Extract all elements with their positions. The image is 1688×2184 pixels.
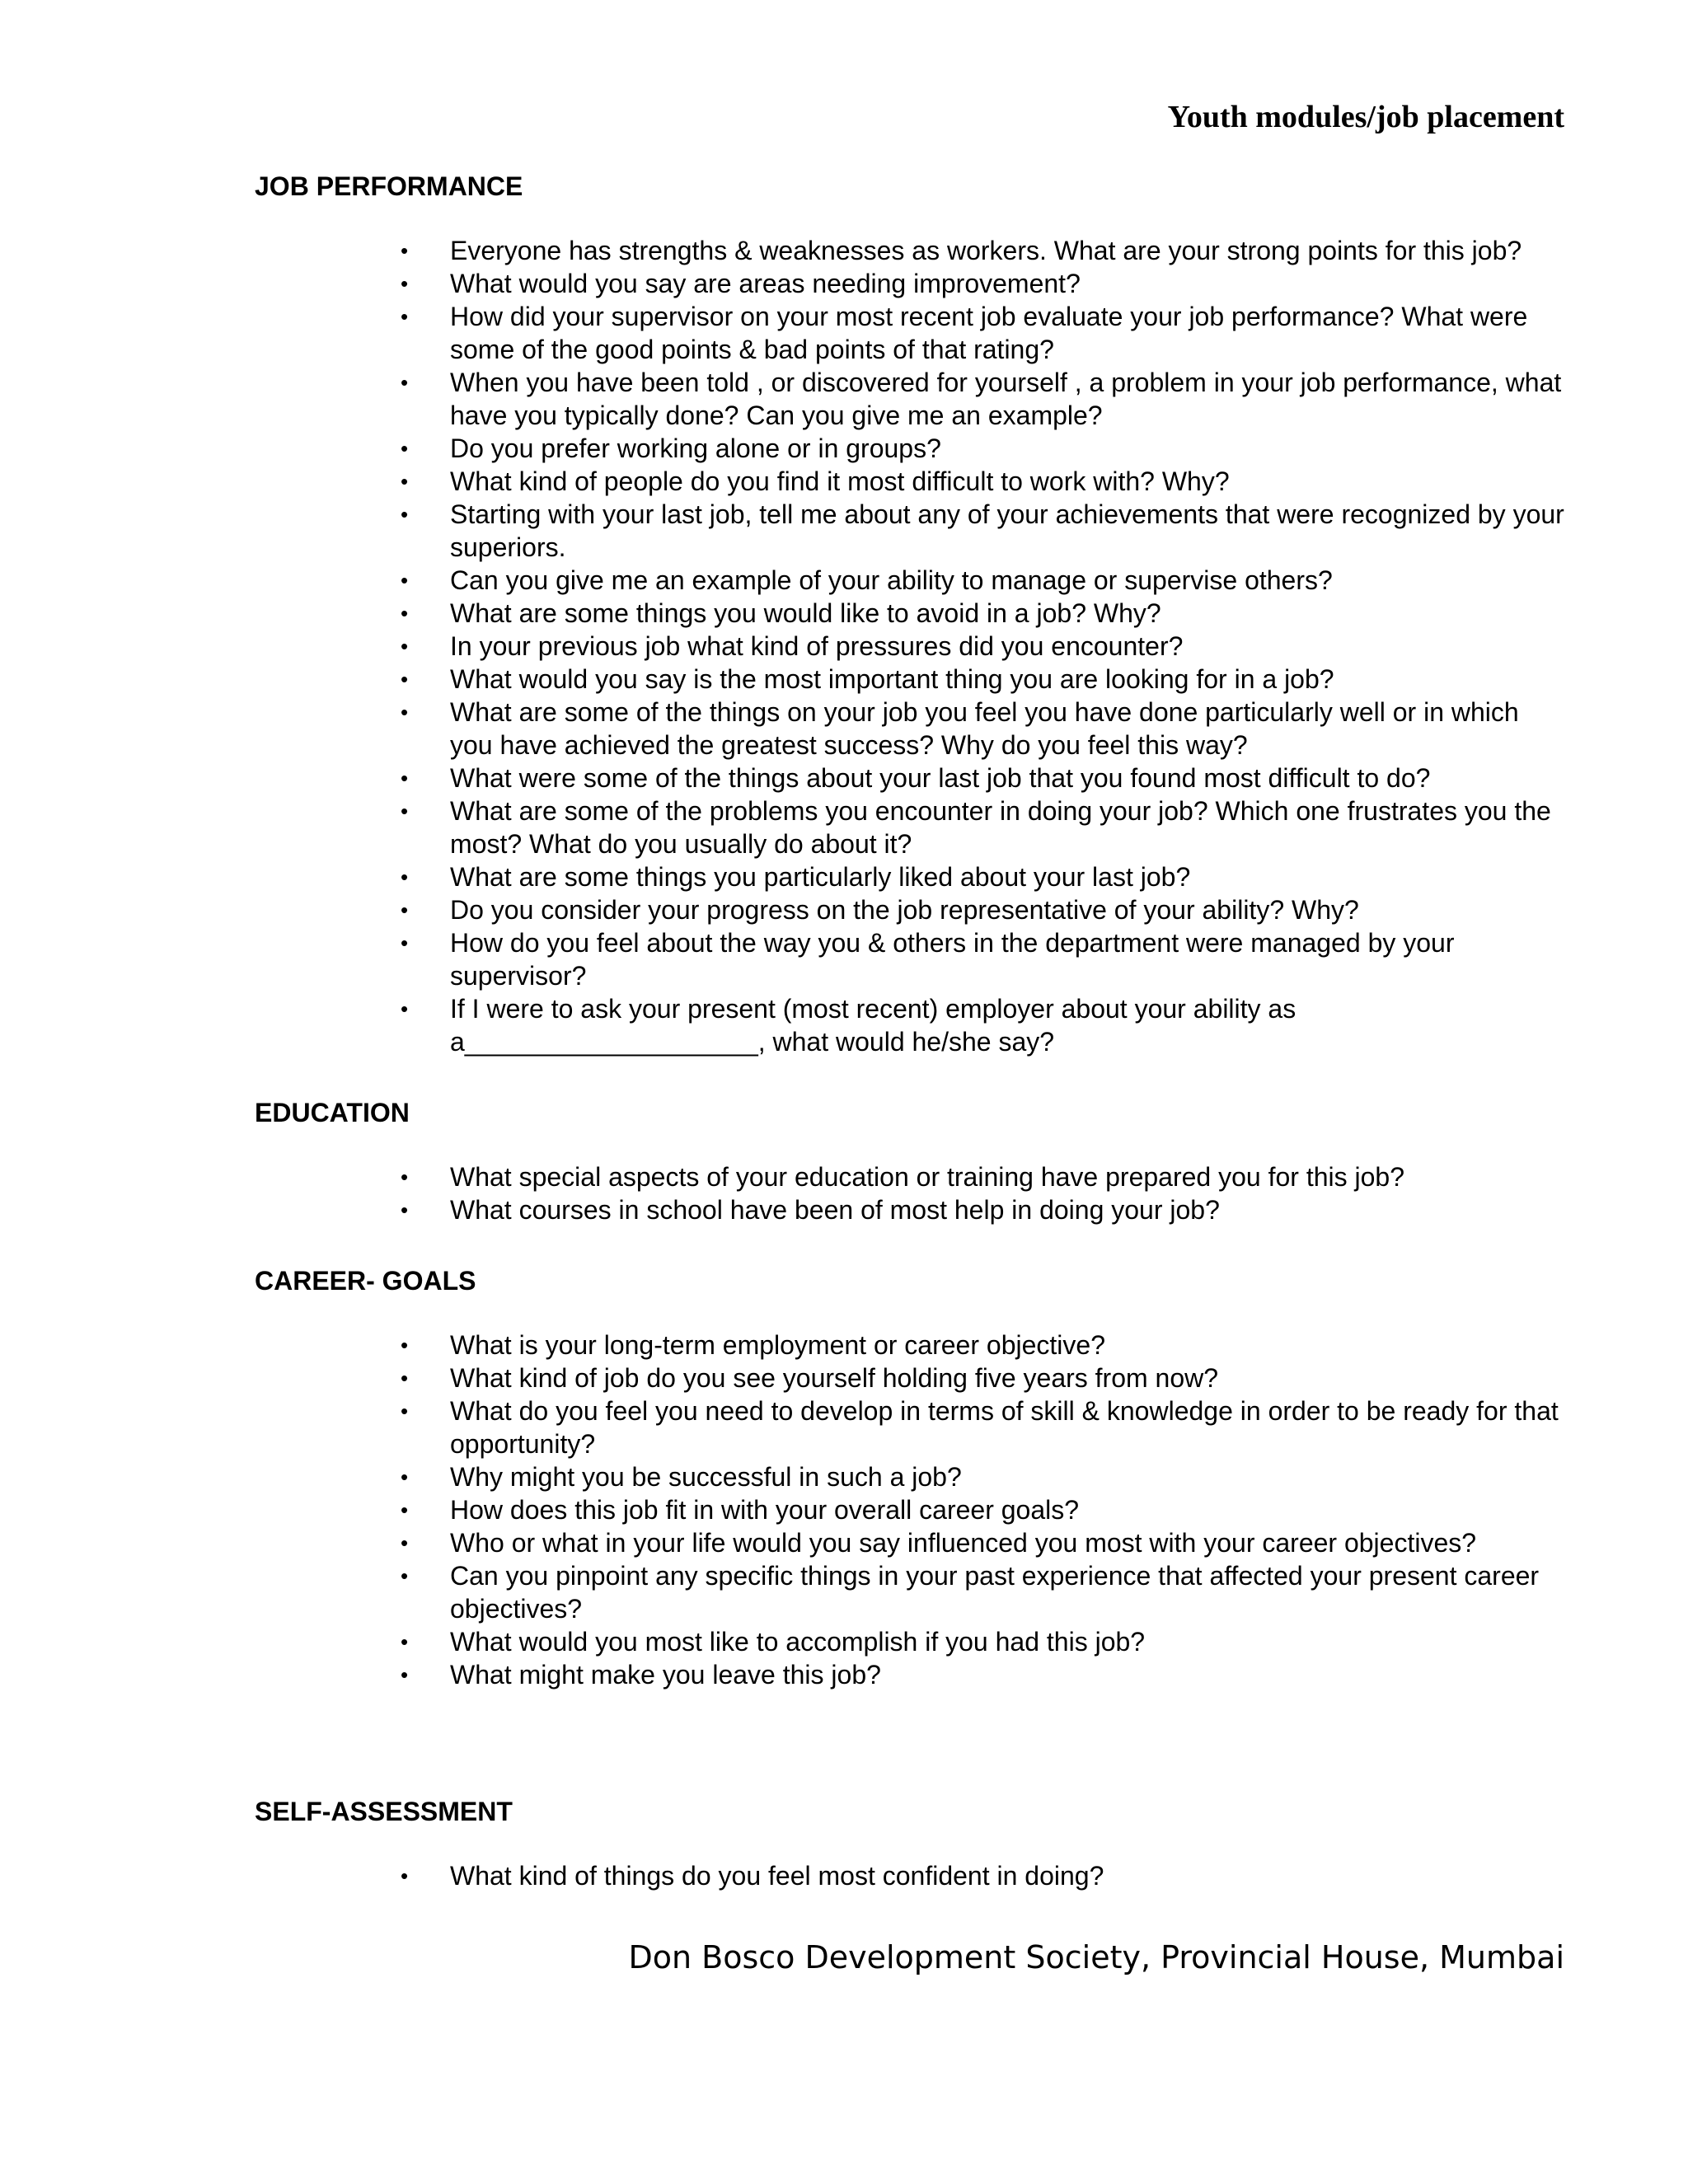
question-text: How does this job fit in with your overall career goals? xyxy=(450,1495,1080,1525)
question-item xyxy=(255,1559,1567,1625)
question-item xyxy=(255,564,1567,597)
section-heading: EDUCATION xyxy=(255,1098,410,1127)
question-text: How do you feel about the way you & others in the department were managed by your supervisor? xyxy=(450,928,1455,991)
question-text: What would you most like to accomplish if you had this job? xyxy=(450,1627,1146,1657)
question-item xyxy=(255,597,1567,630)
bullet-icon: • xyxy=(401,601,409,626)
question-item xyxy=(255,1394,1567,1460)
question-text: Why might you be successful in such a job? xyxy=(450,1462,962,1492)
question-item xyxy=(255,432,1567,465)
bullet-icon: • xyxy=(401,1563,409,1588)
question-text: What would you say is the most important thing you are looking for in a job? xyxy=(450,664,1334,694)
bullet-icon: • xyxy=(401,865,409,889)
question-item xyxy=(255,663,1567,696)
bullet-icon: • xyxy=(401,1197,409,1222)
bullet-icon: • xyxy=(401,996,409,1021)
question-text: What kind of job do you see yourself holding five years from now? xyxy=(450,1363,1219,1393)
section-education xyxy=(255,1096,1573,1226)
question-text: What courses in school have been of most help in doing your job? xyxy=(450,1195,1220,1225)
question-text: Can you give me an example of your ability to manage or supervise others? xyxy=(450,565,1333,595)
bullet-icon: • xyxy=(401,1530,409,1555)
bullet-icon: • xyxy=(401,634,409,658)
bullet-icon: • xyxy=(401,1333,409,1357)
question-item xyxy=(255,1658,1567,1691)
question-text: If I were to ask your present (most recent) employer about your ability as a____________________, what would he/she say? xyxy=(450,994,1296,1057)
question-text: Do you consider your progress on the job representative of your ability? Why? xyxy=(450,895,1359,925)
bullet-icon: • xyxy=(401,502,409,527)
section-career-goals xyxy=(255,1264,1573,1691)
bullet-icon: • xyxy=(401,766,409,790)
bullet-icon: • xyxy=(401,1662,409,1687)
question-item xyxy=(255,762,1567,794)
question-item xyxy=(255,860,1567,893)
footer-organization: Don Bosco Development Society, Provincial House, Mumbai xyxy=(628,1939,1564,1975)
question-item xyxy=(255,300,1567,366)
question-item xyxy=(255,1460,1567,1493)
question-item xyxy=(255,1193,1567,1226)
question-text: What kind of things do you feel most confident in doing? xyxy=(450,1861,1104,1891)
bullet-icon: • xyxy=(401,1863,409,1888)
question-item xyxy=(255,465,1567,498)
question-item xyxy=(255,1859,1567,1892)
question-text: In your previous job what kind of pressures did you encounter? xyxy=(450,631,1184,661)
question-text: What kind of people do you find it most difficult to work with? Why? xyxy=(450,466,1230,496)
bullet-icon: • xyxy=(401,930,409,955)
bullet-icon: • xyxy=(401,1629,409,1654)
question-text: What do you feel you need to develop in terms of skill & knowledge in order to be ready for that opportunity? xyxy=(450,1396,1559,1459)
bullet-icon: • xyxy=(401,370,409,395)
question-text: What are some of the problems you encounter in doing your job? Which one frustrates you the most? What do you usually do about it? xyxy=(450,796,1551,859)
question-item xyxy=(255,1493,1567,1526)
question-item xyxy=(255,1361,1567,1394)
question-item xyxy=(255,1329,1567,1361)
question-text: Who or what in your life would you say influenced you most with your career objectives? xyxy=(450,1528,1477,1558)
question-item xyxy=(255,498,1567,564)
question-text: When you have been told , or discovered for yourself , a problem in your job performance, what have you typically done? Can you give me an example? xyxy=(450,368,1562,430)
section-self-assessment xyxy=(255,1795,1573,1892)
section-job-performance xyxy=(255,170,1573,1058)
question-item xyxy=(255,926,1567,992)
question-item xyxy=(255,1625,1567,1658)
bullet-icon: • xyxy=(401,700,409,724)
question-text: How did your supervisor on your most recent job evaluate your job performance? What were some of the good points & bad points of that rating? xyxy=(450,302,1528,364)
section-heading: CAREER- GOALS xyxy=(255,1266,476,1296)
question-item xyxy=(255,366,1567,432)
question-list xyxy=(255,234,1573,1058)
section-heading: SELF-ASSESSMENT xyxy=(255,1797,513,1826)
question-item xyxy=(255,267,1567,300)
question-list xyxy=(255,1160,1573,1226)
bullet-icon: • xyxy=(401,238,409,263)
question-item xyxy=(255,992,1567,1058)
bullet-icon: • xyxy=(401,667,409,691)
question-text: Starting with your last job, tell me about any of your achievements that were recognized by your superiors. xyxy=(450,499,1564,562)
bullet-icon: • xyxy=(401,1497,409,1522)
question-item xyxy=(255,234,1567,267)
bullet-icon: • xyxy=(401,469,409,494)
bullet-icon: • xyxy=(401,1165,409,1189)
question-text: What is your long-term employment or career objective? xyxy=(450,1330,1105,1360)
question-item xyxy=(255,794,1567,860)
question-text: What were some of the things about your last job that you found most difficult to do? xyxy=(450,763,1431,793)
section-heading: JOB PERFORMANCE xyxy=(255,171,523,201)
question-text: Do you prefer working alone or in groups? xyxy=(450,434,941,463)
bullet-icon: • xyxy=(401,1465,409,1489)
document-body xyxy=(255,170,1573,1892)
question-text: What are some things you particularly liked about your last job? xyxy=(450,862,1191,892)
question-list xyxy=(255,1859,1573,1892)
question-text: What special aspects of your education or training have prepared you for this job? xyxy=(450,1162,1404,1192)
bullet-icon: • xyxy=(401,568,409,593)
question-item xyxy=(255,696,1567,762)
question-text: What might make you leave this job? xyxy=(450,1660,881,1690)
question-text: What are some things you would like to avoid in a job? Why? xyxy=(450,598,1161,628)
page-header-title: Youth modules/job placement xyxy=(1167,100,1564,134)
question-text: What would you say are areas needing improvement? xyxy=(450,269,1081,298)
question-list xyxy=(255,1329,1573,1691)
bullet-icon: • xyxy=(401,799,409,823)
question-item xyxy=(255,630,1567,663)
bullet-icon: • xyxy=(401,271,409,296)
bullet-icon: • xyxy=(401,898,409,922)
question-text: What are some of the things on your job you feel you have done particularly well or in which you have achieved the greatest success? Why do you feel this way? xyxy=(450,697,1519,760)
bullet-icon: • xyxy=(401,1399,409,1423)
bullet-icon: • xyxy=(401,436,409,461)
question-text: Can you pinpoint any specific things in your past experience that affected your present career objectives? xyxy=(450,1561,1540,1624)
question-text: Everyone has strengths & weaknesses as workers. What are your strong points for this job? xyxy=(450,236,1522,265)
question-item xyxy=(255,1526,1567,1559)
bullet-icon: • xyxy=(401,304,409,329)
question-item xyxy=(255,1160,1567,1193)
question-item xyxy=(255,893,1567,926)
bullet-icon: • xyxy=(401,1366,409,1390)
